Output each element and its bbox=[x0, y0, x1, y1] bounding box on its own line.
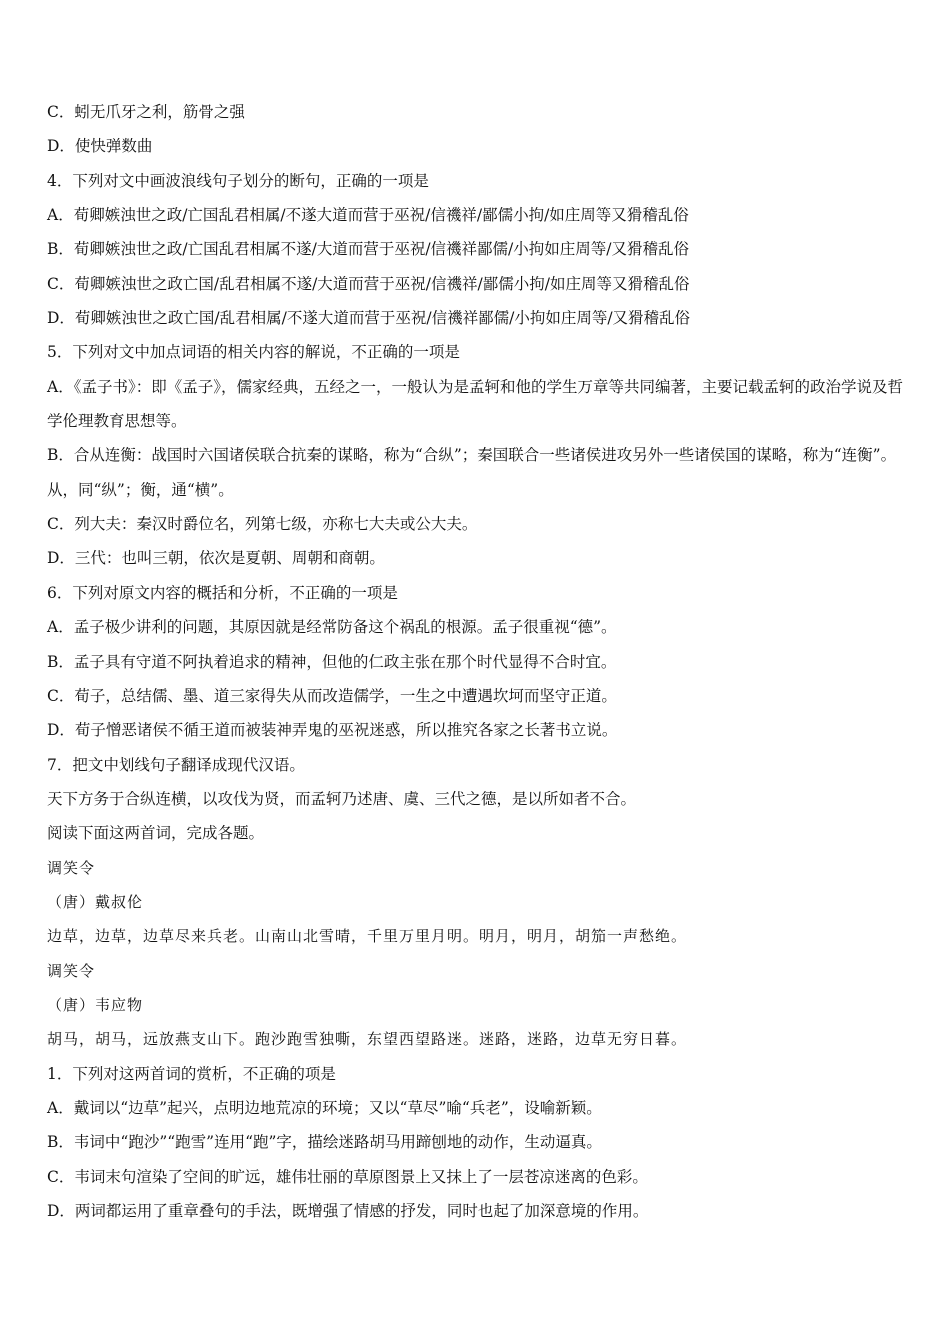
poem-line: 边草，边草，边草尽来兵老。山南山北雪晴，千里万里月明。明月，明月，胡笳一声愁绝。 bbox=[47, 927, 688, 946]
answer-option: A．荀卿嫉浊世之政/亡国乱君相属/不遂大道而营于巫祝/信禨祥/鄙儒小拘/如庄周等又猾稽乱俗 bbox=[47, 206, 689, 225]
question-stem: 7．把文中划线句子翻译成现代汉语。 bbox=[47, 755, 305, 774]
answer-option: C．荀子，总结儒、墨、道三家得失从而改造儒学，一生之中遭遇坎坷而坚守正道。 bbox=[47, 686, 617, 705]
poem-line: （唐）戴叔伦 bbox=[47, 892, 144, 911]
answer-option: C．荀卿嫉浊世之政亡国/乱君相属不遂/大道而营于巫祝/信禨祥/鄙儒小拘/如庄周等又猾稽乱俗 bbox=[47, 274, 690, 293]
answer-option: D．两词都运用了重章叠句的手法，既增强了情感的抒发，同时也起了加深意境的作用。 bbox=[47, 1202, 649, 1220]
paragraph: 天下方务于合纵连横，以攻伐为贤，而孟轲乃述唐、虞、三代之德，是以所如者不合。 bbox=[47, 789, 637, 808]
question-stem: 4．下列对文中画波浪线句子划分的断句，正确的一项是 bbox=[47, 171, 429, 190]
answer-option: D．三代：也叫三朝，依次是夏朝、周朝和商朝。 bbox=[47, 549, 385, 568]
answer-option: B．韦词中“跑沙”“跑雪”连用“跑”字，描绘迷路胡马用蹄刨地的动作，生动逼真。 bbox=[47, 1133, 602, 1152]
answer-option: A．戴词以“边草”起兴，点明边地荒凉的环境；又以“草尽”喻“兵老”，设喻新颖。 bbox=[47, 1098, 602, 1117]
question-stem: 1．下列对这两首词的赏析，不正确的项是 bbox=[47, 1064, 336, 1083]
answer-option: C．蚓无爪牙之利，筋骨之强 bbox=[47, 103, 245, 121]
poem-line: 胡马，胡马，远放燕支山下。跑沙跑雪独嘶，东望西望路迷。迷路，迷路，边草无穷日暮。 bbox=[47, 1030, 688, 1049]
document-page bbox=[47, 95, 917, 1228]
question-stem: 5．下列对文中加点词语的相关内容的解说，不正确的一项是 bbox=[47, 343, 460, 362]
poem-line: 调笑令 bbox=[47, 961, 96, 980]
answer-option: B．荀卿嫉浊世之政/亡国乱君相属不遂/大道而营于巫祝/信禨祥鄙儒/小拘如庄周等/又猾稽乱俗 bbox=[47, 240, 690, 259]
poem-line: 调笑令 bbox=[47, 858, 96, 877]
answer-option: A．《孟子书》：即《孟子》，儒家经典，五经之一，一般认为是孟轲和他的学生万章等共同编著，主要记载孟轲的政治学说及哲学伦理教育思想等。 bbox=[47, 377, 903, 431]
answer-option: D．荀子憎恶诸侯不循王道而被装神弄鬼的巫祝迷惑，所以推究各家之长著书立说。 bbox=[47, 721, 618, 740]
poem-line: （唐）韦应物 bbox=[47, 995, 144, 1014]
answer-option: C．韦词末句渲染了空间的旷远，雄伟壮丽的草原图景上又抹上了一层苍凉迷离的色彩。 bbox=[47, 1167, 648, 1186]
answer-option: D．使快弹数曲 bbox=[47, 137, 153, 156]
answer-option: D．荀卿嫉浊世之政亡国/乱君相属/不遂大道而营于巫祝/信禨祥鄙儒/小拘如庄周等/又猾稽乱俗 bbox=[47, 309, 691, 328]
answer-option: C．列大夫：秦汉时爵位名，列第七级，亦称七大夫或公大夫。 bbox=[47, 515, 478, 534]
question-stem: 6．下列对原文内容的概括和分析，不正确的一项是 bbox=[47, 583, 398, 602]
paragraph: 阅读下面这两首词，完成各题。 bbox=[47, 824, 265, 843]
answer-option: B．孟子具有守道不阿执着追求的精神，但他的仁政主张在那个时代显得不合时宜。 bbox=[47, 652, 617, 671]
answer-option: A．孟子极少讲利的问题，其原因就是经常防备这个祸乱的根源。孟子很重视“德”。 bbox=[47, 618, 617, 637]
answer-option: B．合从连衡：战国时六国诸侯联合抗秦的谋略，称为“合纵”；秦国联合一些诸侯进攻另外一些诸侯国的谋略，称为“连衡”。从，同“纵”；衡，通“横”。 bbox=[47, 446, 897, 499]
